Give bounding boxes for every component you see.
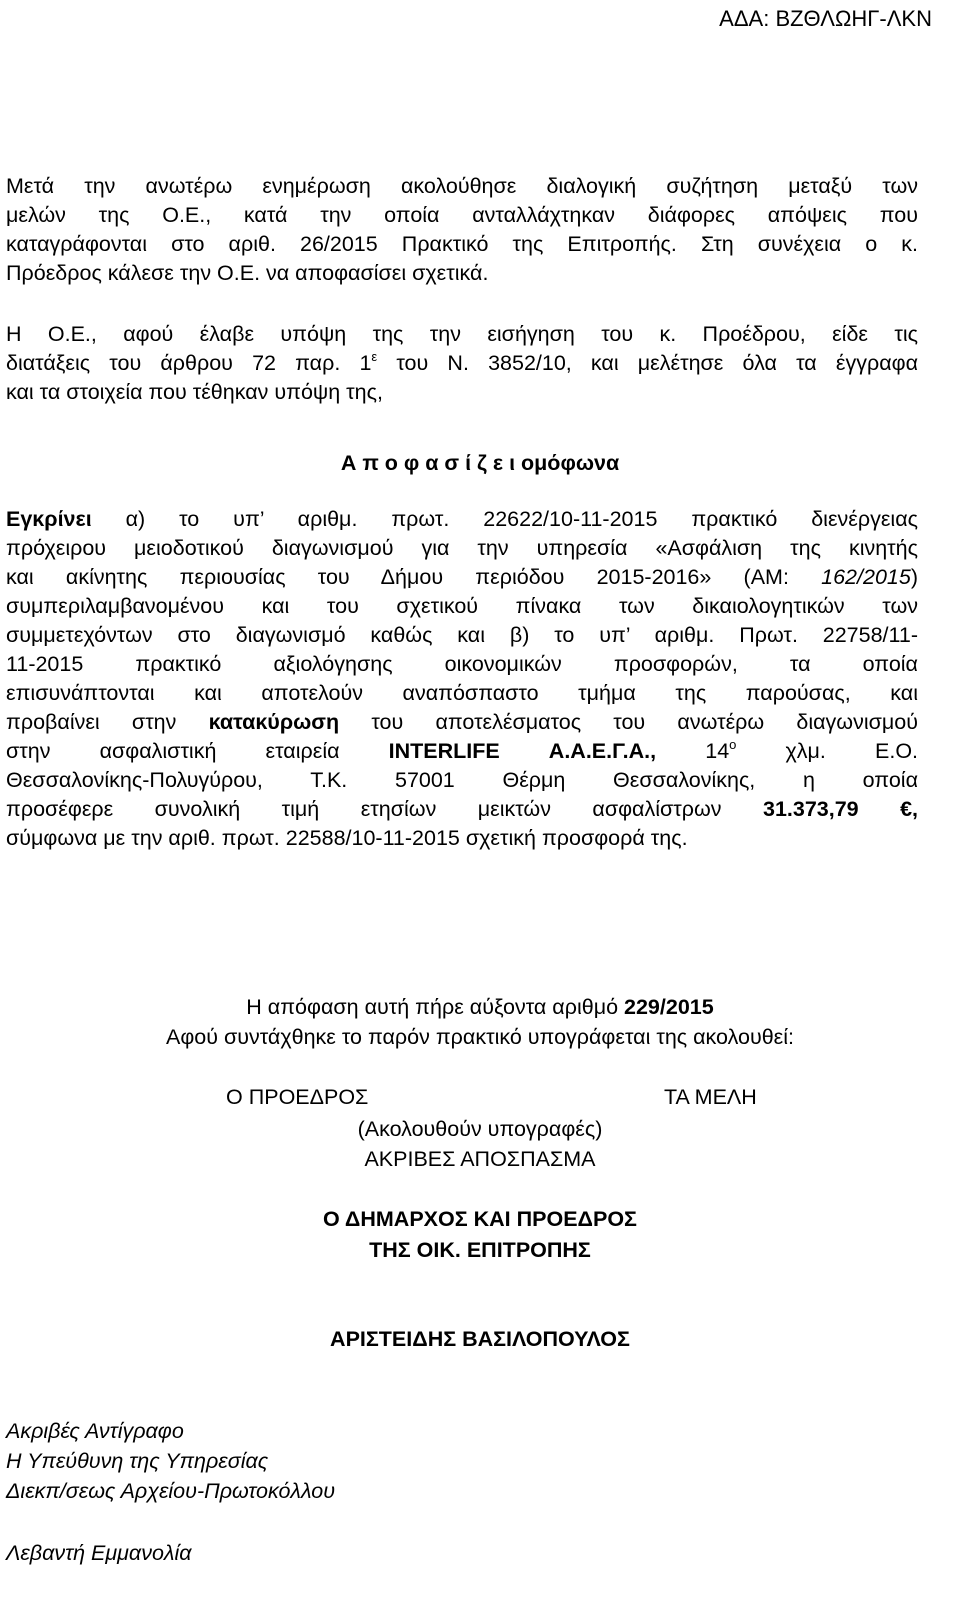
members-title: ΤΑ ΜΕΛΗ: [664, 1085, 757, 1109]
president-title: Ο ΠΡΟΕΔΡΟΣ: [226, 1085, 369, 1109]
paragraph-line: Εγκρίνει α) το υπ’ αριθμ. πρωτ. 22622/10-11-2015 πρακτικό διενέργειας: [6, 507, 918, 531]
decision-paragraph: [6, 505, 918, 853]
decision-number-line: Η απόφαση αυτή πήρε αύξοντα αριθμό 229/2015: [246, 995, 714, 1019]
paragraph-line: σύμφωνα με την αριθ. πρωτ. 22588/10-11-2015 σχετική προσφορά της.: [6, 826, 688, 850]
paragraph-line: επισυνάπτονται και αποτελούν αναπόσπαστο τμήμα της παρούσας, και: [6, 681, 918, 705]
paragraph-line: 11-2015 πρακτικό αξιολόγησης οικονομικών προσφορών, τα οποία: [6, 652, 918, 676]
signer-name: Λεβαντή Εμμανολία: [6, 1541, 192, 1565]
decision-heading: Α π ο φ α σ ί ζ ε ι ομόφωνα: [340, 451, 620, 475]
exact-copy-label: Ακριβές Αντίγραφο: [6, 1419, 184, 1443]
signed-statement: Αφού συντάχθηκε το παρόν πρακτικό υπογράφεται της ακολουθεί:: [165, 1025, 795, 1049]
discussion-paragraph: [6, 172, 918, 288]
paragraph-line: πρόχειρου μειοδοτικού διαγωνισμού για την υπηρεσία «Ασφάλιση της κινητής: [6, 536, 918, 560]
paragraph-line: συμμετεχόντων στο διαγωνισμό καθώς και β) το υπ’ αριθμ. Πρωτ. 22758/11-: [6, 623, 918, 647]
consideration-paragraph: [6, 320, 918, 407]
mayor-name: ΑΡΙΣΤΕΙΔΗΣ ΒΑΣΙΛΟΠΟΥΛΟΣ: [330, 1327, 630, 1351]
paragraph-line: Πρόεδρος κάλεσε την Ο.Ε. να αποφασίσει σχετικά.: [6, 261, 489, 285]
paragraph-line: Θεσσαλονίκης-Πολυγύρου, Τ.Κ. 57001 Θέρμη Θεσσαλονίκης, η οποία: [6, 768, 918, 792]
paragraph-line: καταγράφονται στο αριθ. 26/2015 Πρακτικό της Επιτροπής. Στη συνέχεια ο κ.: [6, 232, 918, 256]
exact-extract: ΑΚΡΙΒΕΣ ΑΠΟΣΠΑΣΜΑ: [364, 1147, 596, 1171]
paragraph-line: στην ασφαλιστική εταιρεία INTERLIFE Α.Α.Ε.Γ.Α., $14^o$ χλμ. Ε.Ο.: [6, 737, 919, 763]
paragraph-line: προσέφερε συνολική τιμή ετησίων μεικτών ασφαλίστρων 31.373,79 €,: [6, 797, 918, 821]
ada-code: ΑΔΑ: ΒΖΘΛΩΗΓ-ΛΚΝ: [719, 6, 932, 31]
paragraph-line: προβαίνει στην κατακύρωση του αποτελέσματος του ανωτέρω διαγωνισμού: [6, 710, 918, 734]
signatures-follow: (Ακολουθούν υπογραφές): [357, 1117, 603, 1141]
paragraph-line: και ακίνητης περιουσίας του Δήμου περιόδου 2015-2016» (ΑΜ: 162/2015): [6, 565, 918, 589]
mayor-title-line1: Ο ΔΗΜΑΡΧΟΣ ΚΑΙ ΠΡΟΕΔΡΟΣ: [323, 1207, 637, 1231]
paragraph-line: μελών της Ο.Ε., κατά την οποία ανταλλάχτηκαν διάφορες απόψεις που: [6, 203, 918, 227]
department-label: Διεκπ/σεως Αρχείου-Πρωτοκόλλου: [6, 1479, 336, 1503]
paragraph-line: Η Ο.Ε., αφού έλαβε υπόψη της την εισήγηση του κ. Προέδρου, είδε τις: [6, 322, 918, 346]
paragraph-line: Μετά την ανωτέρω ενημέρωση ακολούθησε διαλογική συζήτηση μεταξύ των: [6, 174, 918, 198]
mayor-title-line2: ΤΗΣ ΟΙΚ. ΕΠΙΤΡΟΠΗΣ: [369, 1238, 591, 1262]
paragraph-line: συμπεριλαμβανομένου και του σχετικού πίνακα των δικαιολογητικών των: [6, 594, 918, 618]
responsible-label: Η Υπεύθυνη της Υπηρεσίας: [6, 1449, 269, 1473]
paragraph-line: διατάξεις του άρθρου 72 παρ. $1^\varepsilon$ του Ν. 3852/10, και μελέτησε όλα τα έγγραφα: [6, 349, 918, 375]
paragraph-line: και τα στοιχεία που τέθηκαν υπόψη της,: [6, 380, 383, 404]
